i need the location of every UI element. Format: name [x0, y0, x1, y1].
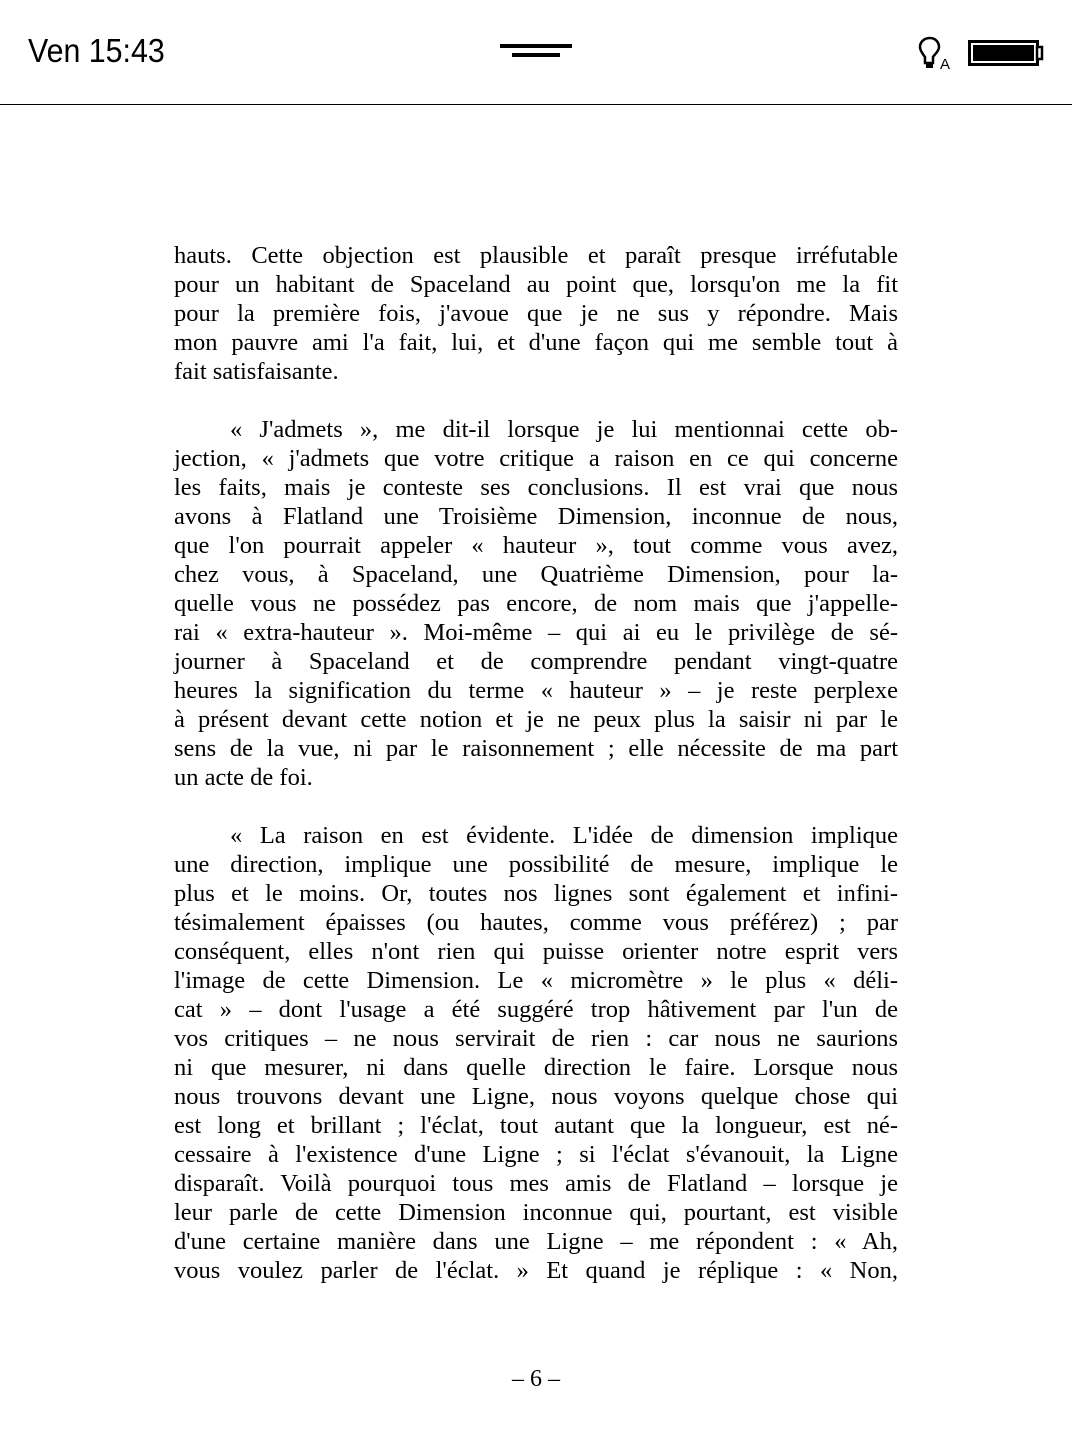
clock: Ven 15:43 — [28, 32, 165, 69]
text-line: avons à Flatland une Troisième Dimension, inconnue de nous, — [174, 503, 898, 530]
status-bar — [0, 0, 1072, 105]
text-line: nous trouvons devant une Ligne, nous voyons quelque chose qui — [174, 1083, 898, 1110]
text-line: d'une certaine manière dans une Ligne – me répondent : « Ah, — [174, 1228, 898, 1255]
text-line: « La raison en est évidente. L'idée de dimension implique — [230, 822, 898, 849]
page-number: – 6 – — [512, 1366, 560, 1392]
text-line: les faits, mais je conteste ses conclusions. Il est vrai que nous — [174, 474, 898, 501]
text-line: une direction, implique une possibilité de mesure, implique le — [174, 851, 898, 878]
text-line: cessaire à l'existence d'une Ligne ; si l'éclat s'évanouit, la Ligne — [174, 1141, 898, 1168]
text-line: sens de la vue, ni par le raisonnement ; elle nécessite de ma part — [174, 735, 898, 762]
text-line: vous voulez parler de l'éclat. » Et quand je réplique : « Non, — [174, 1257, 898, 1284]
text-line: tésimalement épaisses (ou hautes, comme vous préférez) ; par — [174, 909, 898, 936]
text-line: mon pauvre ami l'a fait, lui, et d'une façon qui me semble tout à — [174, 329, 898, 356]
text-line: ni que mesurer, ni dans quelle direction le faire. Lorsque nous — [174, 1054, 898, 1081]
text-line: pour un habitant de Spaceland au point que, lorsqu'on me la fit — [174, 271, 898, 298]
text-line: cat » – dont l'usage a été suggéré trop hâtivement par l'un de — [174, 996, 898, 1023]
paragraph-1 — [174, 241, 898, 386]
menu-handle-icon-bar — [512, 53, 560, 57]
text-line: jection, « j'admets que votre critique a raison en ce qui concerne — [174, 445, 898, 472]
text-line: journer à Spaceland et de comprendre pendant vingt-quatre — [174, 648, 898, 675]
text-line: que l'on pourrait appeler « hauteur », tout comme vous avez, — [174, 532, 898, 559]
frontlight-button[interactable] — [918, 36, 956, 72]
text-line: leur parle de cette Dimension inconnue qui, pourtant, est visible — [174, 1199, 898, 1226]
text-line: disparaît. Voilà pourquoi tous mes amis de Flatland – lorsque je — [174, 1170, 898, 1197]
paragraph-3 — [174, 821, 898, 1285]
menu-handle-icon — [500, 44, 572, 48]
text-line: à présent devant cette notion et je ne peux plus la saisir ni par le — [174, 706, 898, 733]
text-line: quelle vous ne possédez pas encore, de nom mais que j'appelle- — [174, 590, 898, 617]
paragraph-2 — [174, 415, 898, 792]
text-line: conséquent, elles n'ont rien qui puisse orienter notre esprit vers — [174, 938, 898, 965]
lightbulb-icon — [918, 36, 956, 72]
text-line: est long et brillant ; l'éclat, tout autant que la longueur, est né- — [174, 1112, 898, 1139]
text-line: « J'admets », me dit-il lorsque je lui mentionnai cette ob- — [230, 416, 898, 443]
text-line: pour la première fois, j'avoue que je ne sus y répondre. Mais — [174, 300, 898, 327]
text-line: hauts. Cette objection est plausible et paraît presque irréfutable — [174, 242, 898, 269]
battery-indicator[interactable] — [968, 40, 1044, 66]
text-line: vos critiques – ne nous servirait de rien : car nous ne saurions — [174, 1025, 898, 1052]
text-line: chez vous, à Spaceland, une Quatrième Dimension, pour la- — [174, 561, 898, 588]
text-line: un acte de foi. — [174, 764, 313, 791]
text-line: l'image de cette Dimension. Le « micromètre » le plus « déli- — [174, 967, 898, 994]
text-line: fait satisfaisante. — [174, 358, 339, 385]
auto-badge: A — [940, 56, 951, 72]
menu-handle-button[interactable] — [500, 44, 572, 60]
text-line: rai « extra-hauteur ». Moi-même – qui ai eu le privilège de sé- — [174, 619, 898, 646]
battery-full-icon — [968, 40, 1044, 66]
text-line: heures la signification du terme « hauteur » – je reste perplexe — [174, 677, 898, 704]
text-line: plus et le moins. Or, toutes nos lignes sont également et infini- — [174, 880, 898, 907]
book-page[interactable] — [174, 241, 898, 1314]
